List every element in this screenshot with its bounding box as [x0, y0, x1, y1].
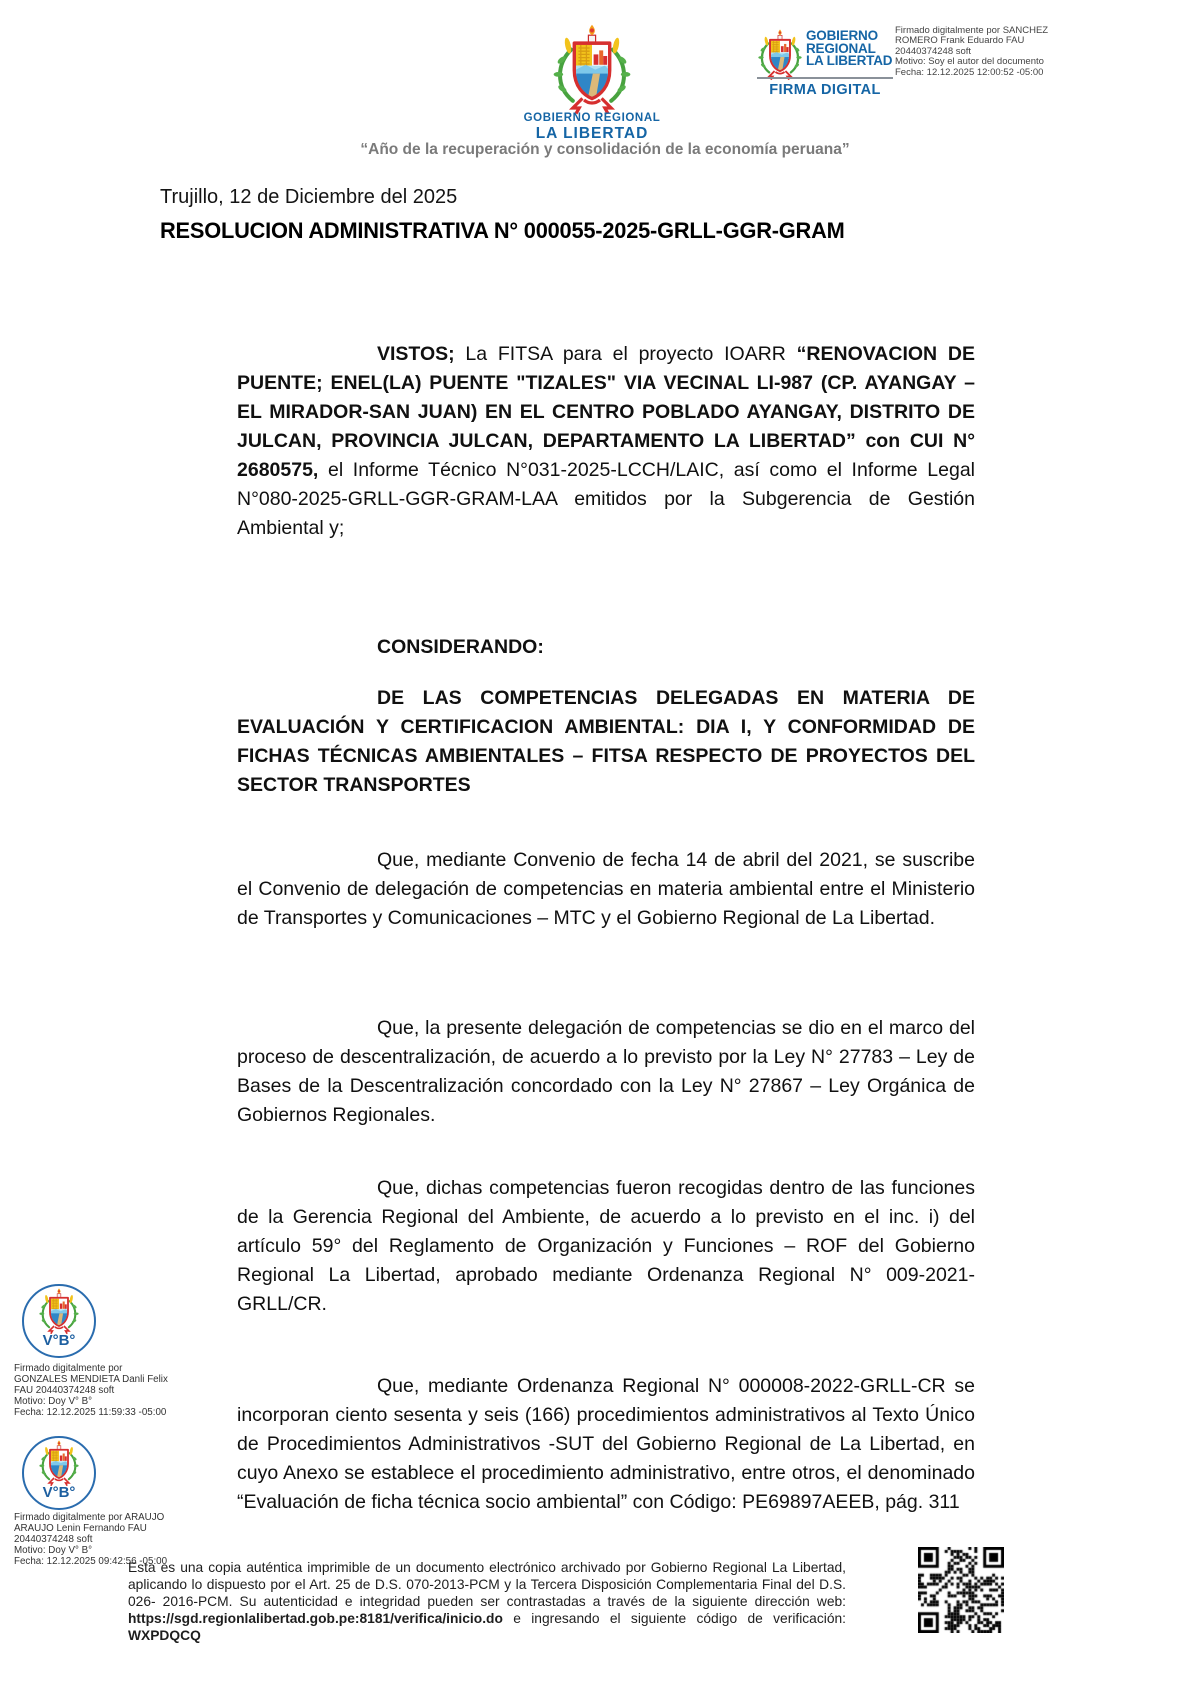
vistos-text: La FITSA para el proyecto IOARR — [454, 343, 797, 365]
fd-org-line: LA LIBERTAD — [806, 53, 893, 68]
signature-line: GONZALES MENDIETA Danli Felix — [14, 1374, 168, 1385]
body-paragraph-3: Que, dichas competencias fueron recogidas dentro de las funciones de la Gerencia Regional del Ambiente, de acuerdo a lo previsto en el inc. i) del artículo 59° del Reglamento de Organización y Funciones – ROF del Gobierno Regional La Libertad, aprobado mediante Ordenanza Regional N° 009-2021-GRLL/CR. — [237, 1177, 975, 1315]
fd-org-line: GOBIERNO — [806, 28, 878, 43]
signature-line: Motivo: Doy V° B° — [14, 1396, 93, 1407]
logo-org-line2: LA LIBERTAD — [535, 125, 649, 142]
vobo-signature-1 — [14, 1363, 224, 1418]
signature-line: Fecha: 12.12.2025 12:00:52 -05:00 — [895, 66, 1044, 78]
signature-line: Firmado digitalmente por ARAUJO — [14, 1512, 165, 1523]
signature-line: Fecha: 12.12.2025 09:42:56 -05:00 — [14, 1556, 168, 1567]
project-name: “RENOVACION DE PUENTE; ENEL(LA) PUENTE "TIZALES" VIA VECINAL LI-987 (CP. AYANGAY –EL MIRADOR-SAN JUAN) EN EL CENTRO POBLADO AYANGAY, DISTRITO DE JULCAN, PROVINCIA JULCAN, DEPARTAMENTO LA LIBERTAD” con CUI N° 2680575, — [237, 343, 975, 481]
body-paragraph-2: Que, la presente delegación de competencias se dio en el marco del proceso de descentralización, de acuerdo a lo previsto por la Ley N° 27783 – Ley de Bases de la Descentralización concordado con la Ley N° 27867 – Ley Orgánica de Gobiernos Regionales. — [237, 1017, 975, 1126]
signature-line: ARAUJO Lenin Fernando FAU — [14, 1523, 147, 1534]
coat-of-arms-icon — [38, 1288, 80, 1335]
competencias-heading: DE LAS COMPETENCIAS DELEGADAS EN MATERIA DE EVALUACIÓN Y CERTIFICACION AMBIENTAL: DIA I, Y CONFORMIDAD DE FICHAS TÉCNICAS AMBIENTALES – FITSA RESPECTO DE PROYECTOS DEL SECTOR TRANSPORTES — [237, 687, 975, 796]
place-date: Trujillo, 12 de Diciembre del 2025 — [160, 186, 458, 208]
signature-line: Firmado digitalmente por — [14, 1363, 123, 1374]
body-paragraph-1: Que, mediante Convenio de fecha 14 de abril del 2021, se suscribe el Convenio de delegación de competencias en materia ambiental entre el Ministerio de Transportes y Comunicaciones – MTC y el Gobierno Regional de La Libertad. — [237, 849, 975, 929]
separator-line — [757, 77, 893, 79]
vobo-seal-2 — [22, 1436, 96, 1510]
resolution-title: RESOLUCION ADMINISTRATIVA N° 000055-2025-GRLL-GGR-GRAM — [160, 218, 845, 243]
signature-line: Motivo: Doy V° B° — [14, 1545, 93, 1556]
coat-of-arms-icon — [540, 24, 644, 116]
verification-code: WXPDQCQ — [128, 1628, 201, 1644]
year-tagline: “Año de la recuperación y consolidación de la economía peruana” — [360, 141, 850, 158]
signature-line: Firmado digitalmente por SANCHEZ — [895, 25, 1049, 36]
signature-line: 20440374248 soft — [14, 1534, 93, 1545]
fd-org-line: REGIONAL — [806, 40, 876, 56]
signature-line: Motivo: Soy el autor del documento — [895, 56, 1044, 68]
signature-line: FAU 20440374248 soft — [14, 1385, 115, 1396]
verification-url[interactable]: https://sgd.regionlalibertad.gob.pe:8181/verifica/inicio.do — [128, 1611, 503, 1627]
footer-text: Esta es una copia auténtica imprimible de un documento electrónico archivado por Gobierno Regional La Libertad, aplicando lo dispuesto por el Art. 25 de D.S. 070-2013-PCM y la Tercera Disposición Complementaria Final del D.S. 026- 2016-PCM. Su autenticidad e integridad pueden ser contrastadas a través de la siguiente dirección web: — [128, 1560, 846, 1610]
vistos-paragraph — [237, 340, 975, 543]
signature-line: ROMERO Frank Eduardo FAU — [895, 35, 1025, 47]
signature-line: Fecha: 12.12.2025 11:59:33 -05:00 — [14, 1407, 167, 1418]
considerando-heading: CONSIDERANDO: — [377, 636, 544, 658]
vobo-seal-1 — [22, 1284, 96, 1358]
body-paragraph-4: Que, mediante Ordenanza Regional N° 000008-2022-GRLL-CR se incorporan ciento sesenta y seis (166) procedimientos administrativos al Texto Único de Procedimientos Administrativos -SUT del Gobierno Regional de La Libertad, en cuyo Anexo se establece el procedimiento administrativo, entre otros, el denominado “Evaluación de ficha técnica socio ambiental” con Código: PE69897AEEB, pág. 311 — [237, 1375, 975, 1513]
qr-code — [918, 1547, 1004, 1633]
firma-digital-label: FIRMA DIGITAL — [769, 82, 881, 98]
authenticity-footer — [128, 1559, 846, 1644]
vobo-label: V°B° — [42, 1332, 76, 1349]
gobierno-regional-logo — [497, 24, 687, 143]
vobo-label: V°B° — [42, 1484, 76, 1501]
coat-of-arms-icon — [757, 29, 803, 81]
signature-line: 20440374248 soft — [895, 45, 972, 57]
vistos-text: el Informe Técnico N°031-2025-LCCH/LAIC, así como el Informe Legal N°080-2025-GRLL-GGR-GRAM-LAA emitidos por la Subgerencia de Gestión Ambiental y; — [237, 459, 975, 539]
logo-org-line1: GOBIERNO REGIONAL — [523, 112, 661, 124]
firma-digital-org-name — [806, 30, 892, 68]
coat-of-arms-icon — [38, 1440, 80, 1487]
vistos-keyword: VISTOS; — [377, 343, 455, 365]
footer-text: e ingresando el siguiente código de verificación: — [502, 1611, 846, 1627]
digital-signature-details — [895, 26, 1085, 78]
